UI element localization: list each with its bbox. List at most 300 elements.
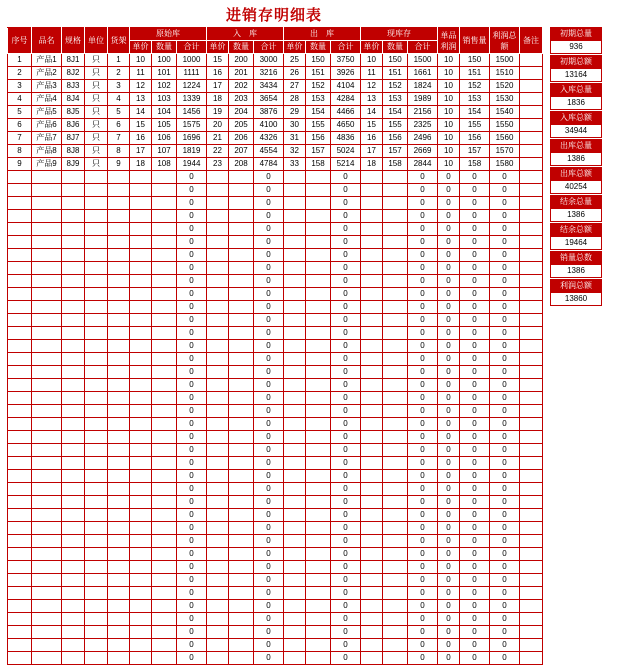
table-cell[interactable]: [32, 444, 62, 457]
table-cell[interactable]: [32, 197, 62, 210]
table-cell[interactable]: 0: [408, 314, 438, 327]
summary-value[interactable]: 1386: [550, 209, 602, 222]
table-cell[interactable]: 0: [331, 301, 361, 314]
table-cell[interactable]: [85, 509, 108, 522]
table-cell[interactable]: 0: [331, 353, 361, 366]
table-cell[interactable]: [130, 509, 152, 522]
table-cell[interactable]: 202: [229, 80, 254, 93]
table-cell[interactable]: [306, 574, 331, 587]
table-cell[interactable]: 0: [408, 496, 438, 509]
table-cell[interactable]: [62, 600, 85, 613]
table-cell[interactable]: 0: [460, 444, 490, 457]
table-cell[interactable]: [361, 639, 383, 652]
table-cell[interactable]: [108, 431, 130, 444]
table-cell[interactable]: 13: [361, 93, 383, 106]
table-cell[interactable]: [361, 275, 383, 288]
table-cell[interactable]: [520, 132, 543, 145]
table-cell[interactable]: [207, 548, 229, 561]
table-cell[interactable]: 8J1: [62, 54, 85, 67]
table-cell[interactable]: [8, 262, 32, 275]
table-cell[interactable]: 0: [438, 470, 460, 483]
table-cell[interactable]: [32, 171, 62, 184]
table-cell[interactable]: [520, 418, 543, 431]
table-cell[interactable]: [62, 509, 85, 522]
table-cell[interactable]: [306, 418, 331, 431]
table-cell[interactable]: [108, 262, 130, 275]
table-cell[interactable]: 158: [383, 158, 408, 171]
table-cell[interactable]: [284, 587, 306, 600]
table-cell[interactable]: [306, 587, 331, 600]
table-cell[interactable]: [207, 470, 229, 483]
table-cell[interactable]: 15: [130, 119, 152, 132]
table-cell[interactable]: [383, 353, 408, 366]
table-cell[interactable]: 1580: [490, 158, 520, 171]
table-cell[interactable]: [108, 197, 130, 210]
table-cell[interactable]: 0: [177, 496, 207, 509]
table-cell[interactable]: 0: [460, 210, 490, 223]
table-cell[interactable]: [361, 483, 383, 496]
table-cell[interactable]: [32, 210, 62, 223]
table-cell[interactable]: [207, 639, 229, 652]
table-cell[interactable]: [520, 145, 543, 158]
table-cell[interactable]: 15: [207, 54, 229, 67]
table-cell[interactable]: 16: [361, 132, 383, 145]
table-cell[interactable]: [361, 314, 383, 327]
table-cell[interactable]: 0: [438, 197, 460, 210]
table-cell[interactable]: [520, 249, 543, 262]
table-cell[interactable]: [108, 223, 130, 236]
table-cell[interactable]: 155: [306, 119, 331, 132]
table-cell[interactable]: [130, 470, 152, 483]
table-cell[interactable]: [62, 210, 85, 223]
table-cell[interactable]: [284, 522, 306, 535]
table-cell[interactable]: 0: [438, 444, 460, 457]
table-cell[interactable]: [130, 444, 152, 457]
table-cell[interactable]: [306, 457, 331, 470]
table-cell[interactable]: [306, 535, 331, 548]
table-cell[interactable]: [207, 600, 229, 613]
table-cell[interactable]: [130, 652, 152, 665]
table-cell[interactable]: [85, 431, 108, 444]
table-cell[interactable]: [207, 457, 229, 470]
table-cell[interactable]: [284, 171, 306, 184]
table-cell[interactable]: [130, 587, 152, 600]
table-cell[interactable]: [361, 405, 383, 418]
table-cell[interactable]: [306, 314, 331, 327]
table-cell[interactable]: [8, 288, 32, 301]
table-cell[interactable]: 产品2: [32, 67, 62, 80]
table-cell[interactable]: [130, 535, 152, 548]
table-cell[interactable]: [229, 470, 254, 483]
table-cell[interactable]: [108, 366, 130, 379]
table-cell[interactable]: [284, 249, 306, 262]
table-cell[interactable]: [383, 535, 408, 548]
table-cell[interactable]: [32, 535, 62, 548]
table-cell[interactable]: 8: [108, 145, 130, 158]
table-cell[interactable]: 0: [460, 249, 490, 262]
table-cell[interactable]: 0: [331, 249, 361, 262]
table-cell[interactable]: 0: [460, 301, 490, 314]
table-cell[interactable]: 0: [331, 470, 361, 483]
table-cell[interactable]: [520, 93, 543, 106]
table-cell[interactable]: [306, 379, 331, 392]
table-cell[interactable]: [62, 275, 85, 288]
table-cell[interactable]: 0: [331, 613, 361, 626]
table-cell[interactable]: 0: [490, 548, 520, 561]
table-cell[interactable]: 0: [331, 639, 361, 652]
table-cell[interactable]: [284, 392, 306, 405]
table-cell[interactable]: [361, 535, 383, 548]
table-cell[interactable]: [284, 353, 306, 366]
table-cell[interactable]: [229, 535, 254, 548]
table-cell[interactable]: 3750: [331, 54, 361, 67]
table-cell[interactable]: [229, 418, 254, 431]
table-cell[interactable]: [284, 548, 306, 561]
table-cell[interactable]: 0: [460, 197, 490, 210]
table-cell[interactable]: 0: [177, 340, 207, 353]
table-cell[interactable]: 0: [331, 496, 361, 509]
table-cell[interactable]: [229, 366, 254, 379]
table-cell[interactable]: [152, 535, 177, 548]
table-cell[interactable]: [32, 366, 62, 379]
table-cell[interactable]: 0: [460, 184, 490, 197]
table-cell[interactable]: 0: [331, 184, 361, 197]
table-cell[interactable]: 0: [438, 457, 460, 470]
table-cell[interactable]: 0: [460, 652, 490, 665]
table-cell[interactable]: 0: [438, 496, 460, 509]
table-cell[interactable]: 0: [438, 509, 460, 522]
summary-value[interactable]: 1836: [550, 97, 602, 110]
table-cell[interactable]: [520, 600, 543, 613]
table-cell[interactable]: [32, 522, 62, 535]
table-cell[interactable]: 0: [460, 314, 490, 327]
table-cell[interactable]: [62, 236, 85, 249]
table-cell[interactable]: [8, 171, 32, 184]
table-cell[interactable]: [108, 509, 130, 522]
table-cell[interactable]: 0: [438, 418, 460, 431]
table-cell[interactable]: [85, 405, 108, 418]
table-cell[interactable]: 0: [408, 600, 438, 613]
table-cell[interactable]: [361, 509, 383, 522]
table-cell[interactable]: [32, 509, 62, 522]
table-cell[interactable]: 0: [490, 483, 520, 496]
table-cell[interactable]: 0: [254, 574, 284, 587]
table-cell[interactable]: [152, 613, 177, 626]
table-cell[interactable]: 0: [177, 548, 207, 561]
table-cell[interactable]: 0: [460, 340, 490, 353]
table-cell[interactable]: [284, 197, 306, 210]
table-cell[interactable]: [108, 561, 130, 574]
table-cell[interactable]: [152, 509, 177, 522]
table-cell[interactable]: 158: [306, 158, 331, 171]
table-cell[interactable]: [229, 249, 254, 262]
table-cell[interactable]: 0: [460, 535, 490, 548]
table-cell[interactable]: [152, 184, 177, 197]
table-cell[interactable]: [284, 327, 306, 340]
table-cell[interactable]: [306, 327, 331, 340]
table-cell[interactable]: 10: [130, 54, 152, 67]
table-cell[interactable]: [8, 405, 32, 418]
table-cell[interactable]: [383, 509, 408, 522]
table-cell[interactable]: 1530: [490, 93, 520, 106]
table-cell[interactable]: 12: [130, 80, 152, 93]
table-cell[interactable]: 0: [331, 587, 361, 600]
table-cell[interactable]: [32, 613, 62, 626]
table-cell[interactable]: 0: [408, 470, 438, 483]
table-cell[interactable]: 0: [254, 171, 284, 184]
table-cell[interactable]: [85, 301, 108, 314]
table-cell[interactable]: [383, 197, 408, 210]
table-cell[interactable]: 0: [408, 288, 438, 301]
table-cell[interactable]: 14: [361, 106, 383, 119]
table-cell[interactable]: 0: [408, 184, 438, 197]
table-cell[interactable]: [8, 301, 32, 314]
table-cell[interactable]: 201: [229, 67, 254, 80]
table-cell[interactable]: 0: [408, 171, 438, 184]
table-cell[interactable]: 只: [85, 145, 108, 158]
table-cell[interactable]: 8J6: [62, 119, 85, 132]
table-cell[interactable]: [284, 223, 306, 236]
table-cell[interactable]: 0: [254, 626, 284, 639]
table-cell[interactable]: 0: [490, 626, 520, 639]
table-cell[interactable]: 5: [108, 106, 130, 119]
table-cell[interactable]: [8, 418, 32, 431]
table-cell[interactable]: 0: [408, 444, 438, 457]
table-cell[interactable]: 157: [383, 145, 408, 158]
table-cell[interactable]: [306, 197, 331, 210]
table-cell[interactable]: [62, 314, 85, 327]
table-cell[interactable]: 8J8: [62, 145, 85, 158]
table-cell[interactable]: [130, 184, 152, 197]
table-cell[interactable]: [32, 470, 62, 483]
table-cell[interactable]: 只: [85, 106, 108, 119]
table-cell[interactable]: 0: [438, 275, 460, 288]
table-cell[interactable]: 0: [438, 184, 460, 197]
table-cell[interactable]: 0: [438, 431, 460, 444]
table-cell[interactable]: 0: [490, 613, 520, 626]
table-cell[interactable]: 157: [306, 145, 331, 158]
table-cell[interactable]: [520, 210, 543, 223]
table-cell[interactable]: [108, 236, 130, 249]
table-cell[interactable]: 0: [408, 561, 438, 574]
table-cell[interactable]: [383, 444, 408, 457]
table-cell[interactable]: [520, 431, 543, 444]
table-cell[interactable]: 产品3: [32, 80, 62, 93]
table-cell[interactable]: [62, 223, 85, 236]
table-cell[interactable]: 1570: [490, 145, 520, 158]
table-cell[interactable]: 0: [490, 431, 520, 444]
table-cell[interactable]: 0: [331, 275, 361, 288]
table-cell[interactable]: 0: [331, 197, 361, 210]
table-cell[interactable]: 0: [408, 340, 438, 353]
table-cell[interactable]: 0: [177, 626, 207, 639]
table-cell[interactable]: 0: [177, 470, 207, 483]
table-cell[interactable]: [85, 652, 108, 665]
table-cell[interactable]: [62, 496, 85, 509]
table-cell[interactable]: 0: [408, 522, 438, 535]
table-cell[interactable]: [152, 340, 177, 353]
table-cell[interactable]: [229, 327, 254, 340]
table-cell[interactable]: [8, 548, 32, 561]
table-cell[interactable]: [108, 379, 130, 392]
table-cell[interactable]: 8: [8, 145, 32, 158]
table-cell[interactable]: 0: [408, 509, 438, 522]
table-cell[interactable]: 151: [460, 67, 490, 80]
table-cell[interactable]: [130, 197, 152, 210]
table-cell[interactable]: 0: [438, 171, 460, 184]
table-cell[interactable]: [85, 249, 108, 262]
table-cell[interactable]: [229, 626, 254, 639]
table-cell[interactable]: [152, 275, 177, 288]
table-cell[interactable]: 0: [177, 327, 207, 340]
table-cell[interactable]: [207, 184, 229, 197]
summary-value[interactable]: 13860: [550, 293, 602, 306]
table-cell[interactable]: [108, 405, 130, 418]
table-cell[interactable]: 8J9: [62, 158, 85, 171]
table-cell[interactable]: [85, 600, 108, 613]
table-cell[interactable]: [85, 561, 108, 574]
table-cell[interactable]: 7: [108, 132, 130, 145]
table-cell[interactable]: [306, 431, 331, 444]
table-cell[interactable]: 0: [331, 327, 361, 340]
table-cell[interactable]: 0: [438, 639, 460, 652]
table-cell[interactable]: [32, 249, 62, 262]
table-cell[interactable]: [130, 327, 152, 340]
table-cell[interactable]: [520, 470, 543, 483]
table-cell[interactable]: 2: [108, 67, 130, 80]
table-cell[interactable]: [152, 444, 177, 457]
table-cell[interactable]: [284, 613, 306, 626]
table-cell[interactable]: 0: [177, 379, 207, 392]
table-cell[interactable]: [32, 405, 62, 418]
table-cell[interactable]: [520, 405, 543, 418]
table-cell[interactable]: [85, 548, 108, 561]
table-cell[interactable]: [130, 314, 152, 327]
table-cell[interactable]: 0: [460, 171, 490, 184]
table-cell[interactable]: 3: [108, 80, 130, 93]
table-cell[interactable]: 150: [460, 54, 490, 67]
table-cell[interactable]: 2325: [408, 119, 438, 132]
table-cell[interactable]: [520, 496, 543, 509]
table-cell[interactable]: [85, 483, 108, 496]
table-cell[interactable]: [207, 223, 229, 236]
table-cell[interactable]: 2: [8, 67, 32, 80]
table-cell[interactable]: 0: [177, 405, 207, 418]
table-cell[interactable]: [229, 275, 254, 288]
table-cell[interactable]: 1000: [177, 54, 207, 67]
table-cell[interactable]: [284, 483, 306, 496]
table-cell[interactable]: [207, 652, 229, 665]
table-cell[interactable]: [8, 470, 32, 483]
table-cell[interactable]: [62, 431, 85, 444]
table-cell[interactable]: [108, 353, 130, 366]
table-cell[interactable]: [229, 171, 254, 184]
table-cell[interactable]: [8, 457, 32, 470]
table-cell[interactable]: 150: [383, 54, 408, 67]
table-cell[interactable]: [383, 236, 408, 249]
table-cell[interactable]: [520, 652, 543, 665]
table-cell[interactable]: [85, 535, 108, 548]
table-cell[interactable]: [62, 249, 85, 262]
table-cell[interactable]: 1111: [177, 67, 207, 80]
table-cell[interactable]: 4104: [331, 80, 361, 93]
table-cell[interactable]: [229, 496, 254, 509]
table-cell[interactable]: 18: [130, 158, 152, 171]
table-cell[interactable]: 155: [383, 119, 408, 132]
table-cell[interactable]: [8, 327, 32, 340]
table-cell[interactable]: 0: [408, 574, 438, 587]
table-cell[interactable]: [152, 418, 177, 431]
table-cell[interactable]: [85, 639, 108, 652]
table-cell[interactable]: [520, 184, 543, 197]
table-cell[interactable]: 1989: [408, 93, 438, 106]
table-cell[interactable]: 0: [490, 314, 520, 327]
table-cell[interactable]: 0: [177, 418, 207, 431]
table-cell[interactable]: [361, 392, 383, 405]
table-cell[interactable]: 产品7: [32, 132, 62, 145]
table-cell[interactable]: [361, 470, 383, 483]
table-cell[interactable]: 0: [408, 535, 438, 548]
table-cell[interactable]: [383, 340, 408, 353]
table-cell[interactable]: 8J5: [62, 106, 85, 119]
table-cell[interactable]: [62, 652, 85, 665]
table-cell[interactable]: [229, 262, 254, 275]
table-cell[interactable]: 151: [383, 67, 408, 80]
table-cell[interactable]: 0: [438, 327, 460, 340]
table-cell[interactable]: 0: [254, 379, 284, 392]
table-cell[interactable]: 14: [130, 106, 152, 119]
table-cell[interactable]: [229, 236, 254, 249]
table-cell[interactable]: 9: [8, 158, 32, 171]
table-cell[interactable]: 0: [177, 483, 207, 496]
table-cell[interactable]: [108, 301, 130, 314]
table-cell[interactable]: 0: [331, 262, 361, 275]
table-cell[interactable]: 0: [460, 353, 490, 366]
table-cell[interactable]: [229, 600, 254, 613]
table-cell[interactable]: 0: [460, 275, 490, 288]
table-cell[interactable]: [130, 379, 152, 392]
table-cell[interactable]: [108, 288, 130, 301]
table-cell[interactable]: [361, 184, 383, 197]
table-cell[interactable]: 0: [490, 366, 520, 379]
table-cell[interactable]: 3000: [254, 54, 284, 67]
table-cell[interactable]: [130, 574, 152, 587]
table-cell[interactable]: [284, 366, 306, 379]
table-cell[interactable]: 0: [490, 405, 520, 418]
table-cell[interactable]: [85, 444, 108, 457]
table-cell[interactable]: [207, 509, 229, 522]
table-cell[interactable]: [32, 184, 62, 197]
table-cell[interactable]: [383, 379, 408, 392]
table-cell[interactable]: [207, 587, 229, 600]
table-cell[interactable]: 0: [460, 366, 490, 379]
table-cell[interactable]: 100: [152, 54, 177, 67]
table-cell[interactable]: [108, 652, 130, 665]
table-cell[interactable]: 104: [152, 106, 177, 119]
table-cell[interactable]: 0: [460, 262, 490, 275]
table-cell[interactable]: [130, 392, 152, 405]
table-cell[interactable]: 1540: [490, 106, 520, 119]
table-cell[interactable]: 207: [229, 145, 254, 158]
table-cell[interactable]: 33: [284, 158, 306, 171]
table-cell[interactable]: [85, 366, 108, 379]
table-cell[interactable]: 0: [254, 418, 284, 431]
table-cell[interactable]: 1696: [177, 132, 207, 145]
summary-value[interactable]: 19464: [550, 237, 602, 250]
table-cell[interactable]: [229, 509, 254, 522]
table-cell[interactable]: [108, 210, 130, 223]
table-cell[interactable]: [383, 223, 408, 236]
